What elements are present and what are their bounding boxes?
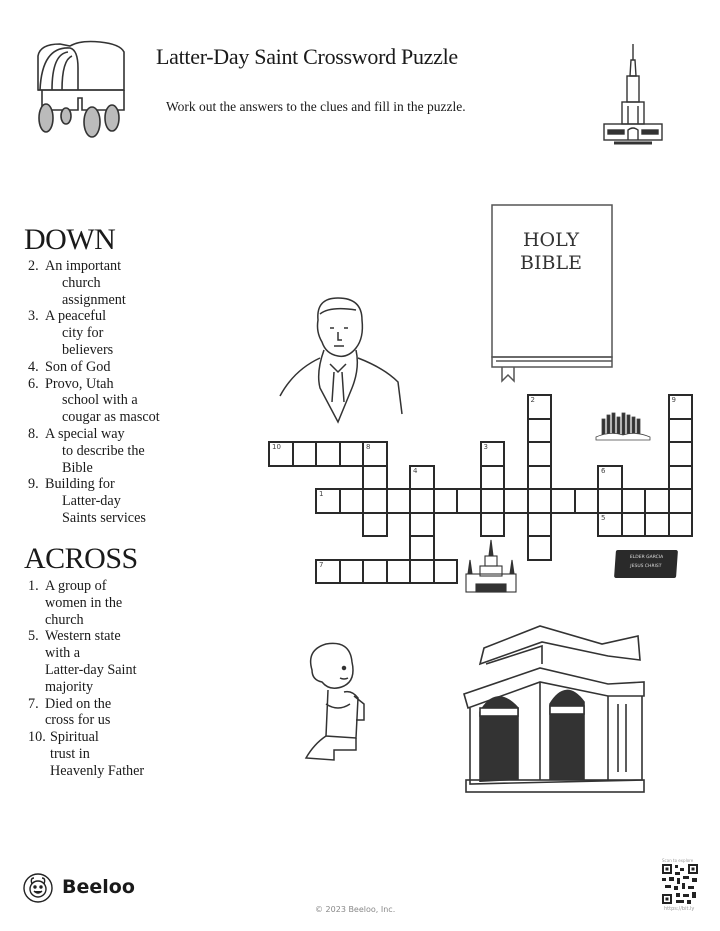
crossword-cell[interactable] [409,465,435,491]
crossword-cell[interactable] [621,512,647,538]
crossword-cell[interactable] [339,441,365,467]
down-clue-6: 6. Provo, Utah school with a cougar as mascot [28,375,160,426]
across-clue-7: 7. Died on the cross for us [28,695,112,729]
crossword-cell[interactable] [386,559,412,585]
crossword-cell[interactable] [362,488,388,514]
crossword-cell[interactable] [480,488,506,514]
crossword-cell[interactable] [597,512,623,538]
crossword-cell[interactable] [456,488,482,514]
qr-caption-bottom: https://bit.ly [664,906,695,912]
crossword-cell[interactable] [480,465,506,491]
name-tag-line2: JESUS CHRIST [630,564,662,569]
joseph-smith-portrait [276,292,408,432]
across-clue-5: 5. Western state with a Latter-day Saint majority [28,628,137,695]
down-clue-9: 9. Building for Latter-day Saints services [28,476,146,526]
crossword-cell[interactable] [527,418,553,444]
praying-child-illustration [304,640,374,766]
down-clue-list [28,258,185,527]
crossword-cell[interactable] [621,488,647,514]
crossword-cell[interactable] [668,418,694,444]
crossword-cell[interactable] [409,512,435,538]
crossword-cell[interactable] [480,441,506,467]
crossword-cell[interactable] [668,488,694,514]
crossword-cell[interactable] [597,465,623,491]
crossword-cell[interactable] [386,488,412,514]
clue-number-label: 2 [530,396,535,404]
crossword-cell[interactable] [409,535,435,561]
clue-number-label: 4 [413,466,418,475]
crossword-cell[interactable] [362,559,388,585]
crossword-cell[interactable] [503,488,529,514]
clue-number-label: 3 [483,443,488,451]
crossword-cell[interactable] [527,512,553,538]
man-portrait-icon [276,292,408,432]
missionary-name-tag-illustration [614,550,678,578]
crossword-cell[interactable] [315,488,341,514]
crossword-cell[interactable] [527,535,553,561]
crossword-cell[interactable] [550,488,576,514]
crossword-cell[interactable] [339,559,365,585]
crossword-cell[interactable] [527,441,553,467]
crossword-cell[interactable] [409,488,435,514]
crossword-cell[interactable] [315,559,341,585]
crossword-cell[interactable] [315,441,341,467]
down-clue-4: 4. Son of God [28,358,111,375]
crossword-cell[interactable] [668,394,694,420]
bible-title-line1: HOLY [522,229,580,251]
qr-code[interactable] [662,864,698,904]
clue-number-label: 10 [272,443,281,451]
covered-wagon-icon [30,38,130,138]
page-subtitle: Work out the answers to the clues and fill in the puzzle. [166,99,466,114]
crossword-cell[interactable] [644,488,670,514]
copyright-text: © 2023 Beeloo, Inc. [315,905,396,914]
crossword-cell[interactable] [409,559,435,585]
across-clue-10: 10. Spiritual trust in Heavenly Father [28,729,145,779]
crossword-cell[interactable] [527,394,553,420]
qr-code-icon [662,864,698,904]
crossword-cell[interactable] [362,465,388,491]
crossword-cell[interactable] [597,488,623,514]
down-clue-2: 2. An important church assignment [28,258,126,308]
church-building-illustration [462,612,646,798]
praying-child-icon [304,640,374,766]
crossword-cell[interactable] [433,488,459,514]
conference-center-icon [594,409,652,443]
footer-brand[interactable]: Beeloo [62,876,135,898]
clue-number-label: 7 [319,560,324,569]
crossword-cell[interactable] [668,465,694,491]
across-clue-list [28,578,190,780]
clue-number-label: 8 [366,443,371,451]
crossword-cell[interactable] [644,512,670,538]
bee-logo-icon [22,872,54,904]
crossword-cell[interactable] [527,465,553,491]
crossword-cell[interactable] [433,559,459,585]
temple-spire-illustration [598,42,668,148]
clue-number-label: 1 [319,490,324,498]
crossword-cell[interactable] [574,488,600,514]
crossword-cell[interactable] [668,441,694,467]
page-title: Latter-Day Saint Crossword Puzzle [156,44,458,69]
temple-castle-icon [462,538,520,596]
church-building-icon [462,612,646,798]
temple-castle-illustration [462,538,520,596]
temple-spire-icon [598,42,668,148]
crossword-cell[interactable] [480,512,506,538]
down-heading: DOWN [24,223,116,256]
clue-number-label: 9 [671,396,676,404]
down-clue-3: 3. A peaceful city for believers [28,308,114,358]
holy-bible-illustration [490,203,614,383]
qr-caption-top: Scan to explore [662,858,694,863]
crossword-cell[interactable] [268,441,294,467]
bible-title-line2: BIBLE [520,252,582,274]
across-heading: ACROSS [24,542,138,575]
conference-center-illustration [594,409,652,443]
across-clue-1: 1. A group of women in the church [28,578,123,628]
crossword-cell[interactable] [668,512,694,538]
down-clue-8: 8. A special way to describe the Bible [28,425,145,476]
beeloo-logo [22,872,54,904]
clue-number-label: 5 [601,513,606,522]
covered-wagon-illustration [30,38,130,138]
crossword-cell[interactable] [292,441,318,467]
crossword-cell[interactable] [527,488,553,514]
crossword-cell[interactable] [362,512,388,538]
name-tag-line1: ELDER GARCIA [629,555,664,560]
clue-number-label: 6 [601,466,606,475]
crossword-cell[interactable] [339,488,365,514]
crossword-cell[interactable] [362,441,388,467]
